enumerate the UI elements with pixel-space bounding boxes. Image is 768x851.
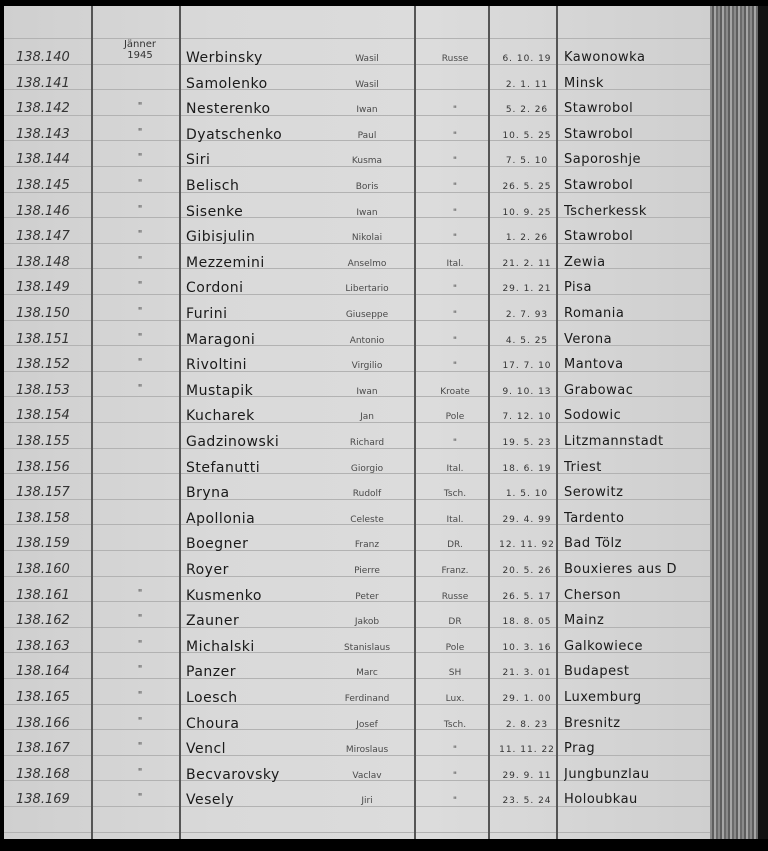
- entry-birth-date: 10. 9. 25: [502, 207, 552, 218]
- entry-number: 138.154: [16, 408, 70, 424]
- ledger-row: [4, 458, 710, 483]
- entry-date: ": [137, 280, 143, 292]
- ledger-row: [4, 534, 710, 559]
- ledger-row: [4, 637, 710, 662]
- book-page-edges: [710, 6, 758, 839]
- ledger-row: [4, 765, 710, 790]
- entry-date: ": [137, 766, 143, 778]
- entry-nationality: ": [452, 438, 458, 448]
- entry-birth-date: 2. 1. 11: [505, 79, 549, 90]
- entry-nationality: ": [452, 284, 458, 295]
- entry-nationality: Russe: [441, 54, 469, 64]
- entry-nationality: Franz.: [441, 566, 469, 576]
- entry-nationality: ": [452, 156, 458, 167]
- entry-birth-place: Galkowiece: [564, 638, 644, 654]
- entry-date: ": [137, 792, 143, 804]
- entry-given-name: Franz: [354, 540, 380, 551]
- ledger-row: [4, 150, 710, 175]
- entry-surname: Furini: [186, 306, 228, 322]
- entry-number: 138.156: [16, 459, 70, 475]
- entry-nationality: Ital.: [446, 514, 464, 525]
- ledger-row: [4, 202, 710, 227]
- entry-surname: Vencl: [186, 741, 227, 758]
- entry-birth-date: 10. 3. 16: [502, 642, 552, 653]
- entry-birth-date: 2. 7. 93: [505, 310, 549, 320]
- ledger-row: [4, 483, 710, 508]
- entry-date: ": [137, 613, 143, 625]
- entry-birth-place: Bouxieres aus D: [564, 562, 677, 577]
- entry-birth-date: 20. 5. 26: [502, 566, 552, 576]
- entry-surname: Bryna: [186, 485, 230, 502]
- entry-surname: Werbinsky: [186, 50, 263, 66]
- ledger-row: [4, 253, 710, 278]
- entry-nationality: Ital.: [446, 463, 464, 474]
- entry-given-name: Jakob: [354, 617, 380, 628]
- ledger-row: [4, 662, 710, 687]
- entry-number: 138.159: [16, 536, 70, 552]
- ledger-row: [4, 560, 710, 585]
- entry-nationality: Russe: [441, 591, 469, 602]
- entry-number: 138.153: [16, 382, 70, 398]
- entry-surname: Choura: [186, 715, 240, 732]
- entry-given-name: Josef: [356, 719, 378, 730]
- entry-birth-date: 4. 5. 25: [505, 335, 549, 346]
- entry-birth-date: 1. 2. 26: [505, 233, 549, 244]
- entry-surname: Sisenke: [186, 203, 244, 220]
- entry-nationality: ": [452, 335, 458, 346]
- entry-given-name: Vaclav: [352, 770, 382, 781]
- entry-birth-date: 12. 11. 92: [499, 540, 555, 551]
- entry-surname: Mustapik: [186, 382, 254, 399]
- entry-number: 138.150: [16, 306, 70, 321]
- ledger-page: [4, 6, 710, 839]
- entry-surname: Kucharek: [186, 408, 255, 425]
- entry-birth-date: 21. 3. 01: [502, 668, 552, 679]
- entry-given-name: Iwan: [356, 386, 378, 397]
- entry-birth-place: Serowitz: [564, 485, 624, 501]
- entry-number: 138.164: [16, 664, 70, 680]
- entry-number: 138.161: [16, 587, 70, 603]
- entry-given-name: Wasil: [355, 54, 379, 64]
- entry-date: ": [137, 690, 143, 701]
- entry-birth-date: 2. 8. 23: [505, 719, 549, 730]
- entry-birth-place: Stawrobol: [564, 101, 634, 117]
- entry-number: 138.152: [16, 357, 70, 373]
- entry-birth-date: 29. 4. 99: [502, 514, 552, 525]
- entry-birth-place: Zewia: [564, 254, 606, 270]
- entry-number: 138.162: [16, 613, 70, 629]
- ledger-row: [4, 74, 710, 99]
- ledger-row: [4, 278, 710, 303]
- ledger-row: [4, 432, 710, 457]
- entry-given-name: Giorgio: [350, 463, 384, 474]
- entry-birth-date: 18. 6. 19: [502, 463, 552, 474]
- entry-given-name: Richard: [349, 438, 385, 448]
- entry-birth-place: Prag: [564, 741, 596, 757]
- entry-birth-date: 10. 5. 25: [502, 130, 552, 141]
- entry-birth-date: 21. 2. 11: [502, 258, 552, 269]
- entry-number: 138.142: [16, 101, 70, 117]
- entry-birth-place: Saporoshje: [564, 152, 642, 168]
- entry-birth-date: 7. 5. 10: [505, 156, 549, 167]
- ledger-row: [4, 330, 710, 355]
- entry-date: ": [137, 331, 143, 343]
- entry-nationality: ": [452, 361, 458, 372]
- entry-birth-place: Tardento: [564, 510, 625, 526]
- entry-number: 138.140: [16, 50, 70, 65]
- entry-surname: Rivoltini: [186, 357, 247, 374]
- entry-given-name: Rudolf: [352, 489, 382, 500]
- ledger-row: [4, 509, 710, 534]
- entry-birth-date: 29. 1. 00: [502, 694, 552, 704]
- entry-date: ": [137, 638, 143, 650]
- entry-date: ": [137, 587, 143, 599]
- entry-surname: Siri: [186, 152, 211, 169]
- entry-given-name: Pierre: [354, 566, 380, 576]
- entry-birth-place: Pisa: [564, 280, 592, 296]
- entry-given-name: Jiri: [361, 796, 373, 807]
- entry-birth-place: Stawrobol: [564, 229, 634, 245]
- ledger-row: [4, 790, 710, 815]
- ledger-row: [4, 586, 710, 611]
- entry-birth-date: 6. 10. 19: [502, 54, 552, 64]
- entry-birth-place: Luxemburg: [564, 690, 642, 705]
- entry-nationality: ": [452, 796, 458, 807]
- entry-birth-place: Stawrobol: [564, 126, 634, 142]
- ledger-row: [4, 304, 710, 329]
- entry-number: 138.167: [16, 741, 70, 757]
- entry-birth-place: Jungbunzlau: [564, 766, 650, 782]
- entry-birth-place: Bresnitz: [564, 715, 621, 731]
- entry-number: 138.148: [16, 254, 70, 270]
- entry-nationality: Pole: [445, 412, 465, 423]
- ledger-row: [4, 48, 710, 73]
- entry-surname: Stefanutti: [186, 459, 261, 476]
- ledger-row: [4, 99, 710, 124]
- entry-number: 138.158: [16, 510, 70, 526]
- entry-surname: Loesch: [186, 690, 238, 706]
- entry-date: ": [137, 229, 143, 241]
- entry-birth-date: 5. 2. 26: [505, 105, 549, 116]
- entry-surname: Royer: [186, 562, 229, 578]
- entry-given-name: Antonio: [349, 335, 385, 346]
- entry-surname: Maragoni: [186, 331, 256, 348]
- entry-date: ": [137, 357, 143, 369]
- entry-nationality: Tsch.: [443, 719, 467, 730]
- entry-birth-date: 29. 1. 21: [502, 284, 552, 295]
- entry-number: 138.160: [16, 562, 70, 577]
- book-edge-shadow: [758, 6, 768, 839]
- entry-date: ": [137, 152, 143, 164]
- entry-surname: Nesterenko: [186, 101, 271, 118]
- entry-nationality: Lux.: [445, 694, 465, 704]
- entry-surname: Boegner: [186, 536, 249, 553]
- entry-surname: Michalski: [186, 638, 255, 655]
- entry-date: ": [137, 178, 143, 189]
- entry-nationality: ": [452, 130, 458, 141]
- entry-birth-place: Minsk: [564, 75, 604, 91]
- entry-birth-place: Budapest: [564, 664, 630, 680]
- entry-birth-place: Bad Tölz: [564, 536, 622, 552]
- entry-birth-date: 29. 9. 11: [502, 770, 552, 781]
- entry-nationality: ": [452, 105, 458, 116]
- entry-nationality: Kroate: [440, 386, 470, 397]
- entry-surname: Vesely: [186, 792, 235, 809]
- entry-date: ": [137, 203, 143, 215]
- entry-number: 138.157: [16, 485, 70, 501]
- entry-given-name: Kusma: [351, 156, 383, 167]
- entry-given-name: Iwan: [356, 207, 378, 218]
- entry-nationality: Tsch.: [443, 489, 467, 500]
- entry-nationality: ": [452, 207, 458, 218]
- entry-birth-place: Mantova: [564, 357, 624, 373]
- entry-given-name: Jan: [360, 412, 374, 423]
- entry-number: 138.168: [16, 766, 70, 782]
- entry-number: 138.155: [16, 434, 70, 449]
- ledger-row: [4, 406, 710, 431]
- entry-birth-date: 19. 5. 23: [502, 438, 552, 448]
- entry-date: ": [137, 306, 143, 317]
- entry-nationality: DR: [448, 617, 462, 628]
- entry-number: 138.146: [16, 203, 70, 219]
- entry-number: 138.163: [16, 638, 70, 654]
- entry-birth-date: 7. 12. 10: [502, 412, 552, 423]
- entry-number: 138.166: [16, 715, 70, 731]
- entry-given-name: Boris: [355, 182, 379, 192]
- entry-given-name: Virgilio: [351, 361, 383, 372]
- entry-nationality: ": [452, 770, 458, 781]
- entry-number: 138.165: [16, 690, 70, 705]
- entry-given-name: Nikolai: [351, 233, 383, 244]
- entry-date: ": [137, 741, 143, 753]
- entry-birth-place: Sodowic: [564, 408, 622, 424]
- entry-birth-date: 9. 10. 13: [502, 386, 552, 397]
- entry-number: 138.141: [16, 75, 70, 91]
- entry-birth-place: Mainz: [564, 613, 605, 629]
- entry-surname: Kusmenko: [186, 587, 262, 604]
- ledger-row: [4, 739, 710, 764]
- ledger-row: [4, 688, 710, 713]
- entry-number: 138.147: [16, 229, 70, 245]
- entry-nationality: ": [452, 182, 458, 192]
- entry-given-name: Stanislaus: [343, 642, 391, 653]
- entry-nationality: DR.: [447, 540, 463, 551]
- entry-given-name: Giuseppe: [345, 310, 389, 320]
- entry-birth-place: Litzmannstadt: [564, 434, 664, 449]
- entry-number: 138.144: [16, 152, 70, 168]
- entry-given-name: Anselmo: [347, 258, 387, 269]
- entry-birth-place: Holoubkau: [564, 792, 638, 808]
- entry-surname: Apollonia: [186, 510, 256, 527]
- entry-number: 138.151: [16, 331, 70, 347]
- entry-birth-date: 23. 5. 24: [502, 796, 552, 807]
- ledger-row: [4, 355, 710, 380]
- ledger-row: [4, 176, 710, 201]
- entry-nationality: ": [452, 233, 458, 244]
- entry-surname: Samolenko: [186, 75, 268, 92]
- entry-date: ": [137, 101, 143, 113]
- entry-surname: Belisch: [186, 178, 240, 194]
- ledger-row: [4, 611, 710, 636]
- entry-number: 138.145: [16, 178, 70, 193]
- entry-date: ": [137, 126, 143, 138]
- entry-nationality: ": [452, 745, 458, 756]
- entry-birth-place: Tscherkessk: [564, 203, 647, 219]
- entry-birth-place: Romania: [564, 306, 625, 321]
- entry-nationality: SH: [448, 668, 462, 679]
- entry-nationality: Ital.: [446, 258, 464, 269]
- entry-number: 138.143: [16, 126, 70, 142]
- ledger-row: [4, 125, 710, 150]
- entry-surname: Becvarovsky: [186, 766, 280, 783]
- entry-birth-date: 17. 7. 10: [502, 361, 552, 372]
- entry-nationality: Pole: [445, 642, 465, 653]
- entry-birth-place: Cherson: [564, 587, 622, 603]
- entry-number: 138.149: [16, 280, 70, 296]
- entry-given-name: Ferdinand: [344, 694, 390, 704]
- entry-birth-place: Stawrobol: [564, 178, 634, 193]
- entry-date: ": [137, 664, 143, 676]
- entry-given-name: Peter: [355, 591, 379, 602]
- entry-given-name: Miroslaus: [345, 745, 389, 756]
- entry-number: 138.169: [16, 792, 70, 808]
- entry-surname: Panzer: [186, 664, 236, 681]
- entry-nationality: ": [452, 310, 458, 320]
- entry-surname: Dyatschenko: [186, 126, 283, 143]
- entry-date: ": [137, 715, 143, 727]
- entry-given-name: Wasil: [355, 79, 379, 90]
- entry-surname: Cordoni: [186, 280, 244, 297]
- ledger-row: [4, 227, 710, 252]
- entry-birth-place: Grabowac: [564, 382, 634, 398]
- ledger-row: [4, 714, 710, 739]
- entry-surname: Gibisjulin: [186, 229, 256, 246]
- entry-birth-place: Triest: [564, 459, 602, 475]
- entry-date: ": [137, 254, 143, 266]
- header-month: Jänner: [123, 39, 157, 50]
- entry-given-name: Celeste: [350, 514, 384, 525]
- entry-birth-place: Verona: [564, 331, 613, 347]
- header-year: 1945: [127, 50, 153, 61]
- entry-birth-date: 26. 5. 25: [502, 182, 552, 192]
- entry-birth-date: 18. 8. 05: [502, 617, 552, 628]
- entry-surname: Gadzinowski: [186, 434, 280, 450]
- ledger-row: [4, 381, 710, 406]
- entry-given-name: Iwan: [356, 105, 378, 116]
- entry-surname: Zauner: [186, 613, 240, 630]
- ruled-line: [4, 832, 710, 833]
- entry-birth-place: Kawonowka: [564, 50, 646, 65]
- entry-birth-date: 11. 11. 22: [499, 745, 555, 756]
- entry-birth-date: 1. 5. 10: [505, 489, 549, 500]
- entry-given-name: Marc: [356, 668, 378, 679]
- entry-date: ": [137, 382, 143, 394]
- entry-birth-date: 26. 5. 17: [502, 591, 552, 602]
- entry-given-name: Libertario: [345, 284, 389, 295]
- entry-given-name: Paul: [357, 130, 377, 141]
- entry-surname: Mezzemini: [186, 254, 265, 271]
